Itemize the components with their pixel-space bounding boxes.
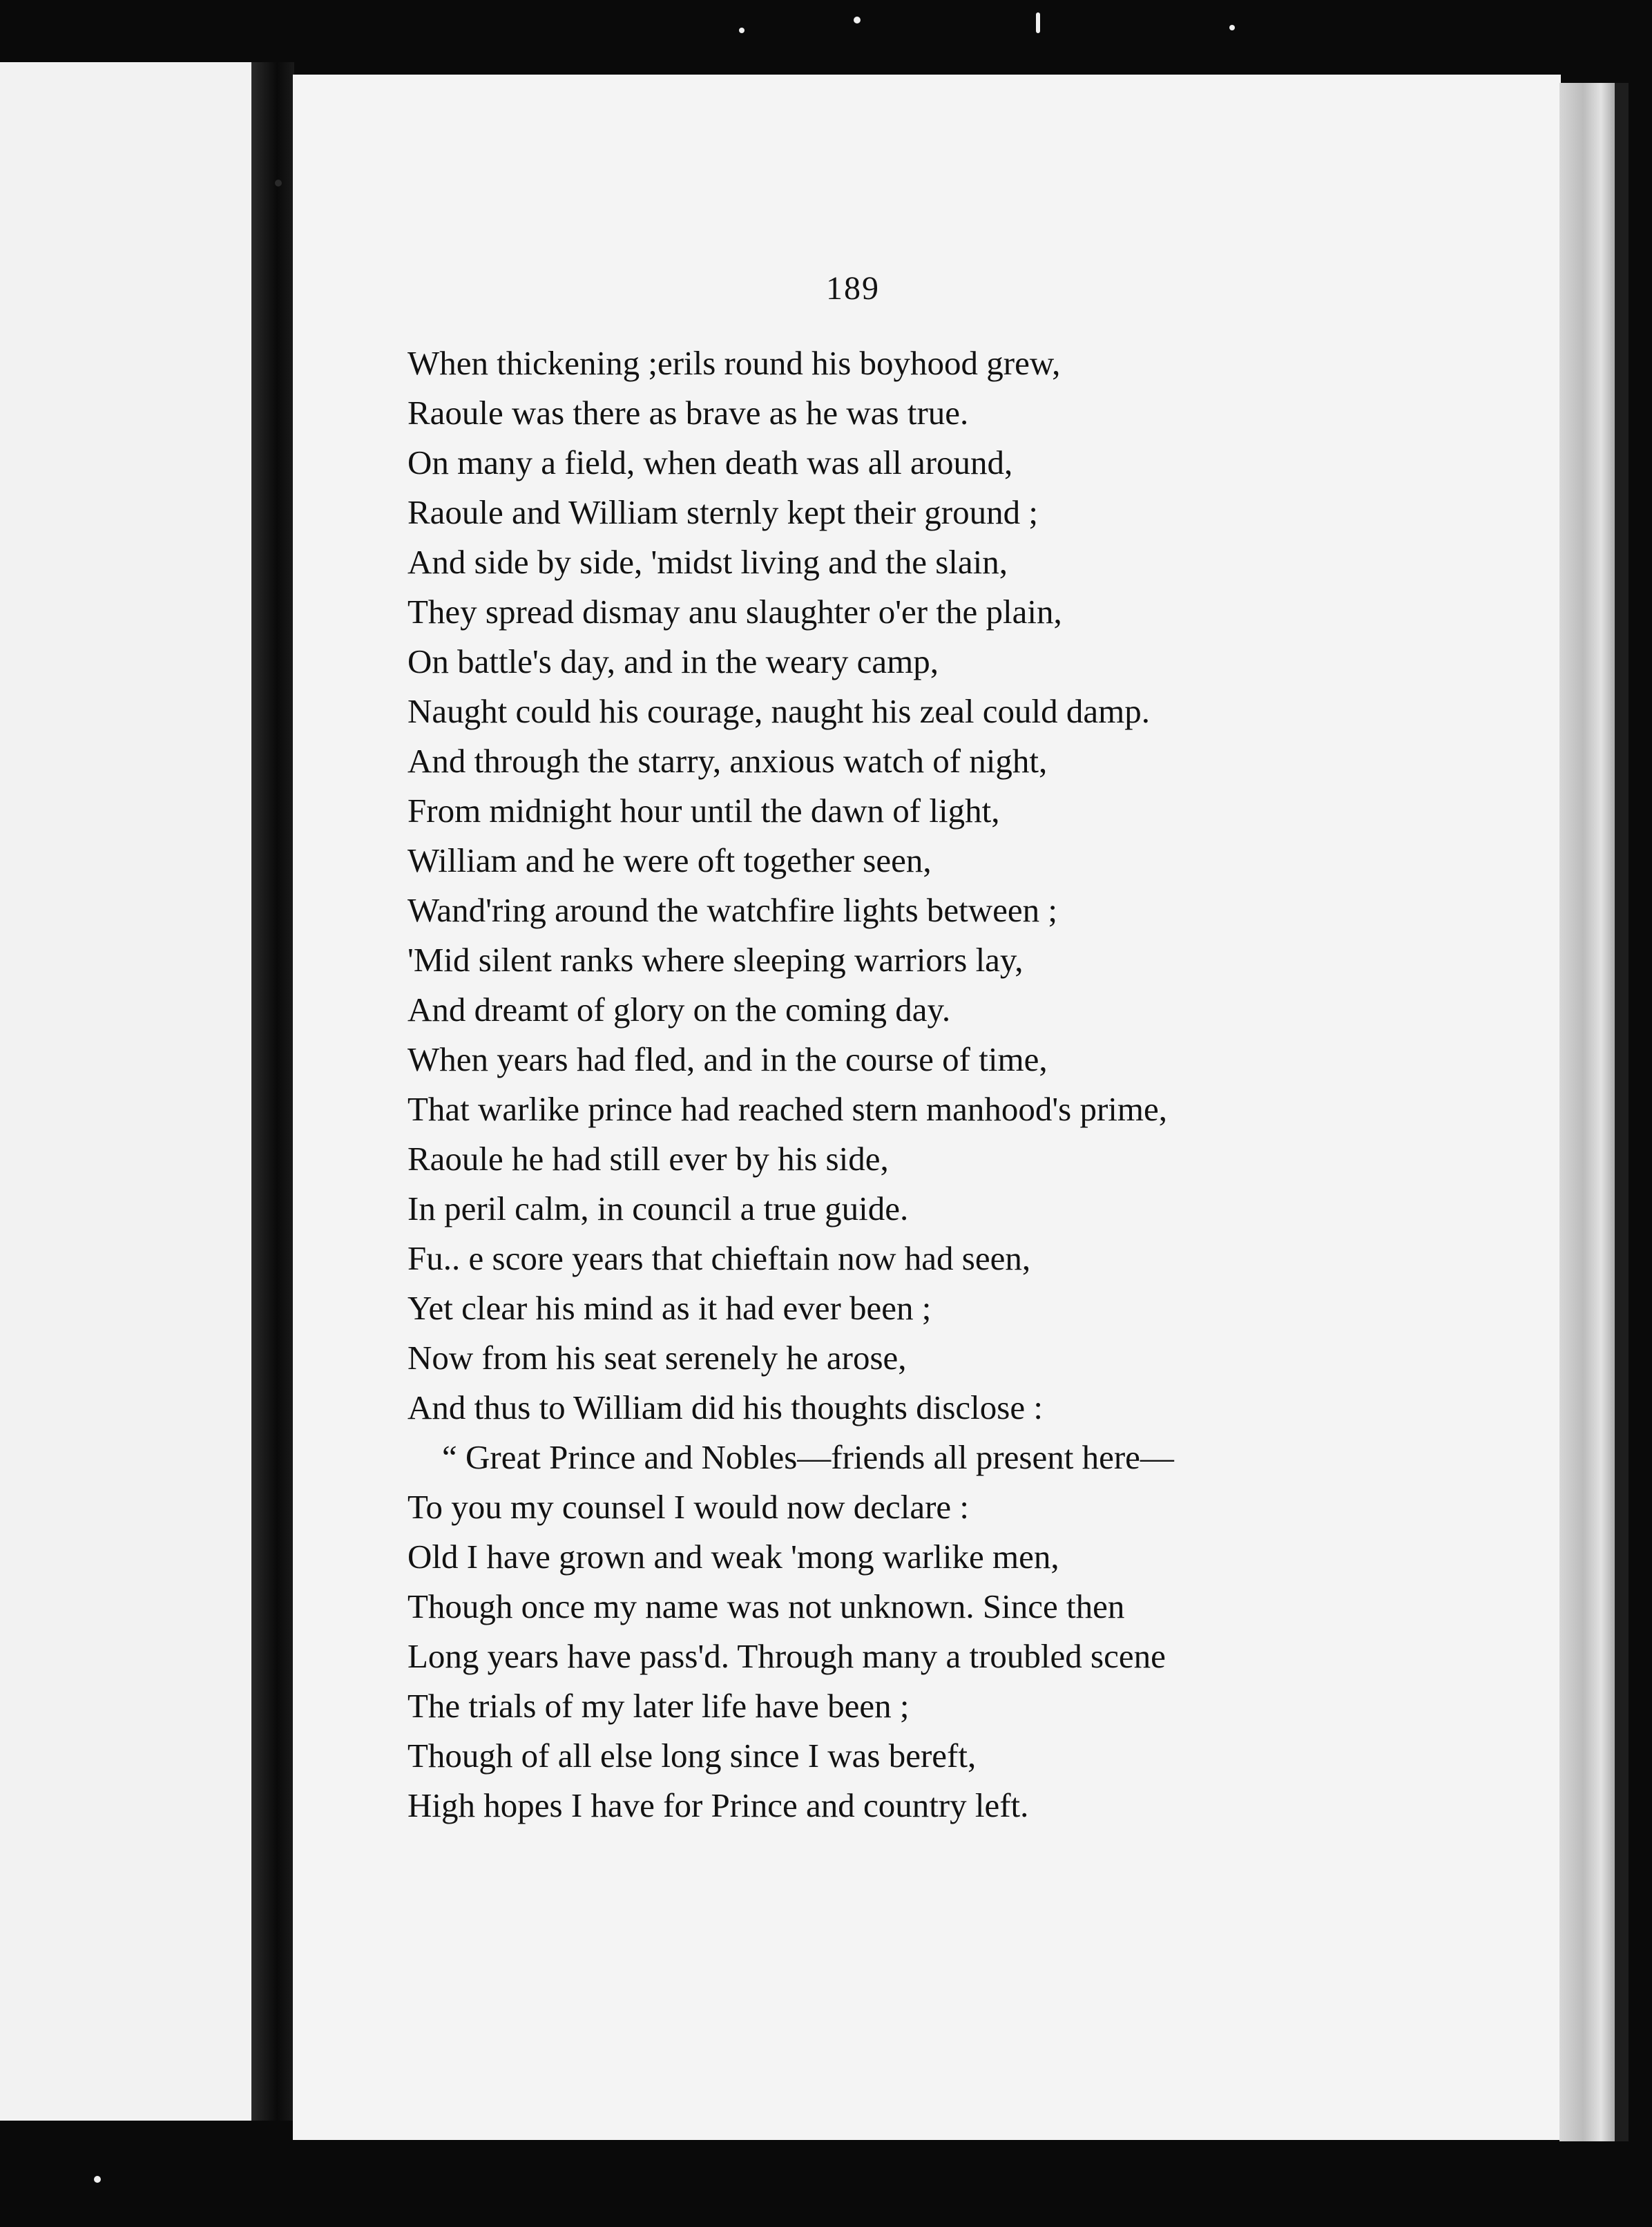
poem-line: When years had fled, and in the course of time, — [407, 1040, 1048, 1078]
page-edge-shadow — [1615, 83, 1629, 2141]
poem-line: They spread dismay anu slaughter o'er the plain, — [407, 593, 1062, 631]
scan-speck — [275, 180, 282, 187]
poem-line: Naught could his courage, naught his zeal could damp. — [407, 692, 1150, 730]
scan-speck — [854, 17, 861, 23]
page-stack-edge — [1559, 83, 1619, 2141]
scan-speck — [1229, 25, 1235, 30]
poem-line: On many a field, when death was all around, — [407, 443, 1013, 481]
poem-line: From midnight hour until the dawn of light, — [407, 792, 1000, 830]
poem-line: 'Mid silent ranks where sleeping warriors lay, — [407, 941, 1024, 979]
poem-line: And through the starry, anxious watch of night, — [407, 742, 1048, 780]
poem-line: On battle's day, and in the weary camp, — [407, 642, 939, 680]
left-page-blank — [0, 62, 269, 2121]
poem-line: And side by side, 'midst living and the slain, — [407, 543, 1008, 581]
poem-line: Long years have pass'd. Through many a troubled scene — [407, 1637, 1166, 1675]
poem-line: Raoule was there as brave as he was true. — [407, 394, 969, 432]
poem-line: The trials of my later life have been ; — [407, 1687, 910, 1725]
book-gutter — [251, 62, 294, 2121]
poem-line: “ Great Prince and Nobles—friends all present here— — [442, 1438, 1174, 1476]
poem-line: Now from his seat serenely he arose, — [407, 1339, 907, 1377]
poem-line: Raoule and William sternly kept their ground ; — [407, 493, 1038, 531]
poem-line: Old I have grown and weak 'mong warlike men, — [407, 1538, 1059, 1576]
poem-line: Though once my name was not unknown. Since then — [407, 1587, 1125, 1625]
poem-line: And thus to William did his thoughts disclose : — [407, 1388, 1043, 1426]
scan-speck — [94, 2176, 101, 2183]
poem-line: And dreamt of glory on the coming day. — [407, 991, 951, 1029]
poem-line: Fu.. e score years that chieftain now had seen, — [407, 1239, 1031, 1277]
poem-line: In peril calm, in council a true guide. — [407, 1189, 909, 1227]
poem-line: High hopes I have for Prince and country left. — [407, 1786, 1029, 1824]
poem-line: Wand'ring around the watchfire lights between ; — [407, 891, 1058, 929]
page-number: 189 — [826, 270, 880, 307]
poem-line: Raoule he had still ever by his side, — [407, 1140, 889, 1178]
poem-line: To you my counsel I would now declare : — [407, 1488, 970, 1526]
scan-speck — [739, 28, 745, 33]
scan-speck — [1036, 12, 1040, 33]
poem-line: Yet clear his mind as it had ever been ; — [407, 1289, 932, 1327]
poem-text-block — [407, 338, 1554, 1831]
poem-line: That warlike prince had reached stern manhood's prime, — [407, 1090, 1168, 1128]
poem-line: When thickening ;erils round his boyhood grew, — [407, 344, 1061, 382]
poem-line: Though of all else long since I was bereft, — [407, 1737, 977, 1775]
poem-line: William and he were oft together seen, — [407, 841, 932, 879]
